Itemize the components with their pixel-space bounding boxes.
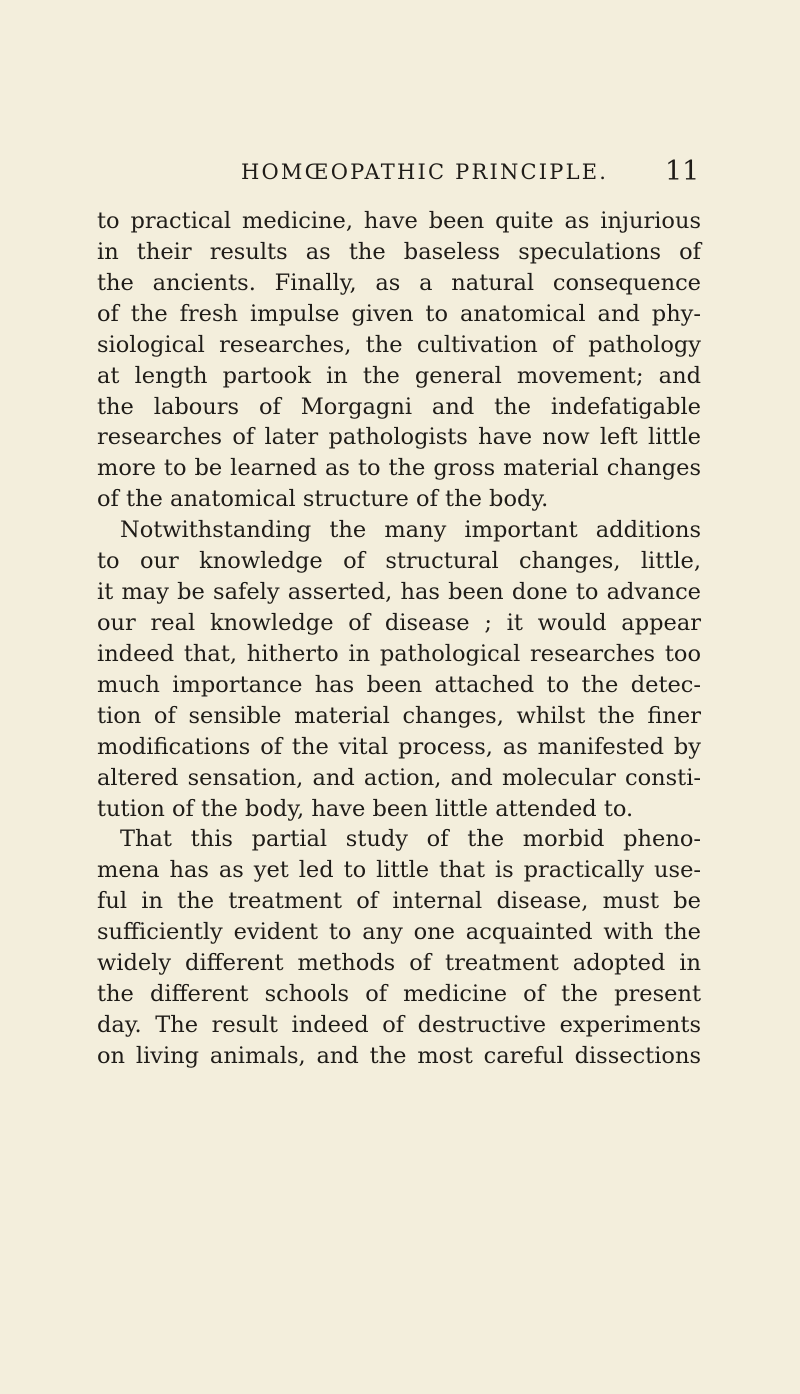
text-line: of the fresh impulse given to anatomical and phy- [97, 300, 701, 327]
text-line: modifications of the vital process, as manifested by [97, 733, 701, 760]
text-line: more to be learned as to the gross material changes [97, 455, 701, 482]
text-line: of the anatomical structure of the body. [97, 486, 549, 513]
text-line: mena has as yet led to little that is practically use- [97, 857, 701, 884]
paragraph-start-line: Notwithstanding the many important additions [120, 517, 701, 544]
text-line: in their results as the baseless speculations of [97, 238, 701, 265]
text-line: day. The result indeed of destructive experiments [97, 1011, 701, 1038]
text-line: to practical medicine, have been quite as injurious [97, 208, 701, 234]
text-line: researches of later pathologists have now left little [97, 424, 701, 451]
text-line: indeed that, hitherto in pathological researches too [97, 640, 701, 667]
page-number: 11 [665, 156, 700, 187]
text-line: the labours of Morgagni and the indefatigable [97, 393, 701, 420]
text-line: it may be safely asserted, has been done to advance [97, 579, 701, 606]
text-line: the different schools of medicine of the present [97, 981, 701, 1008]
body-text [97, 206, 701, 1072]
text-line: widely different methods of treatment adopted in [97, 950, 701, 977]
text-line: at length partook in the general movement; and [97, 362, 701, 389]
text-line: to our knowledge of structural changes, little, [97, 548, 701, 575]
paragraph-start-line: That this partial study of the morbid pheno- [120, 826, 701, 853]
running-title: HOMŒOPATHIC PRINCIPLE. [241, 160, 609, 184]
text-line: altered sensation, and action, and molecular consti- [97, 764, 701, 791]
text-line: siological researches, the cultivation of pathology [97, 331, 701, 358]
text-line: sufficiently evident to any one acquainted with the [97, 919, 701, 946]
text-line: on living animals, and the most careful dissections [97, 1042, 701, 1069]
text-line: the ancients. Finally, as a natural consequence [97, 269, 701, 296]
text-line: our real knowledge of disease ; it would appear [97, 609, 701, 636]
text-line: much importance has been attached to the detec- [97, 671, 701, 698]
text-line: ful in the treatment of internal disease, must be [97, 888, 701, 915]
text-line: tution of the body, have been little attended to. [97, 795, 634, 822]
text-line: tion of sensible material changes, whilst the finer [97, 702, 701, 729]
running-head [0, 156, 800, 190]
